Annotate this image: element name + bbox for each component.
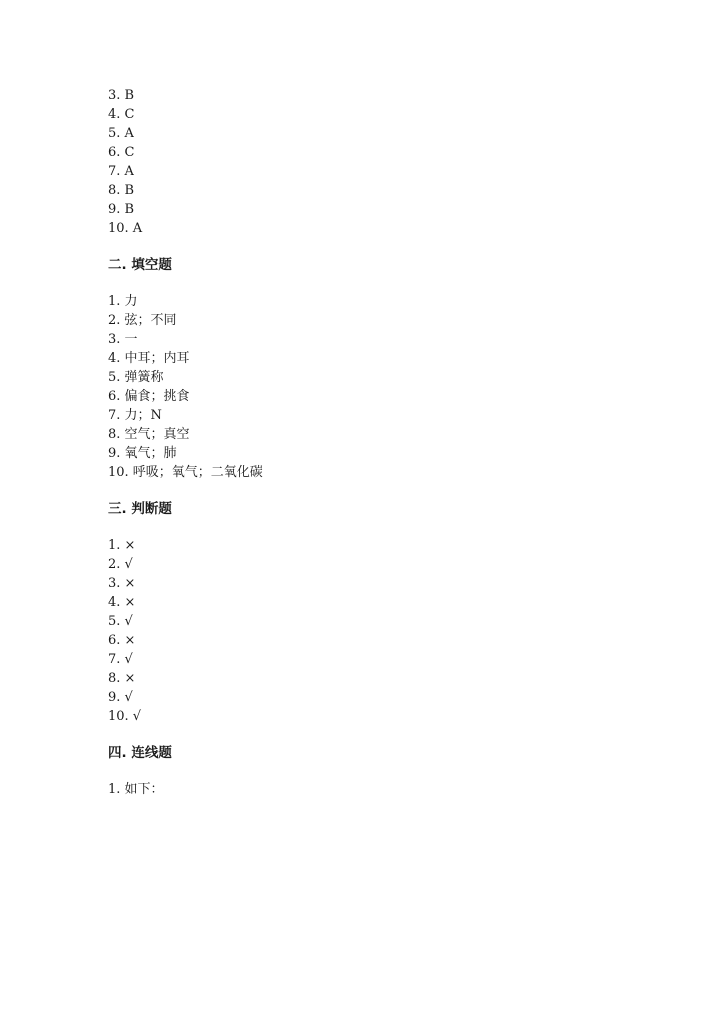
answer-line: 7. √ — [108, 652, 133, 667]
answer-line: 9. B — [108, 202, 135, 217]
matching-answers — [108, 780, 628, 799]
answer-line: 6. × — [108, 633, 136, 648]
answer-line: 2. 弦；不同 — [108, 313, 177, 328]
true-false-answers — [108, 536, 628, 726]
answer-line: 3. × — [108, 576, 136, 591]
answer-line: 2. √ — [108, 557, 133, 572]
answer-line: 8. 空气；真空 — [108, 427, 190, 442]
answer-line: 5. √ — [108, 614, 133, 629]
answer-line: 1. 力 — [108, 294, 138, 309]
answer-line: 1. 如下： — [108, 782, 164, 797]
section-title-true-false: 三. 判断题 — [108, 501, 172, 517]
answer-line: 10. √ — [108, 709, 142, 724]
answer-line: 3. 一 — [108, 332, 138, 347]
answer-line: 7. 力；N — [108, 408, 162, 423]
answer-line: 10. A — [108, 221, 143, 236]
answer-line: 10. 呼吸；氧气；二氧化碳 — [108, 465, 263, 480]
answer-line: 5. A — [108, 126, 134, 141]
answer-line: 8. × — [108, 671, 136, 686]
answer-line: 8. B — [108, 183, 135, 198]
answer-line: 4. 中耳；内耳 — [108, 351, 190, 366]
answer-line: 4. × — [108, 595, 136, 610]
section-title-matching: 四. 连线题 — [108, 745, 172, 761]
answer-line: 5. 弹簧称 — [108, 370, 164, 385]
answer-line: 6. C — [108, 145, 135, 160]
answer-line: 7. A — [108, 164, 134, 179]
answer-line: 4. C — [108, 107, 135, 122]
answer-line: 1. × — [108, 538, 136, 553]
answer-page — [108, 86, 628, 799]
section-title-fill-blank: 二. 填空题 — [108, 257, 172, 273]
fill-blank-answers — [108, 292, 628, 482]
answer-line: 9. 氧气；肺 — [108, 446, 177, 461]
answer-line: 6. 偏食；挑食 — [108, 389, 190, 404]
answer-line: 3. B — [108, 88, 135, 103]
choice-answers — [108, 86, 628, 238]
answer-line: 9. √ — [108, 690, 133, 705]
